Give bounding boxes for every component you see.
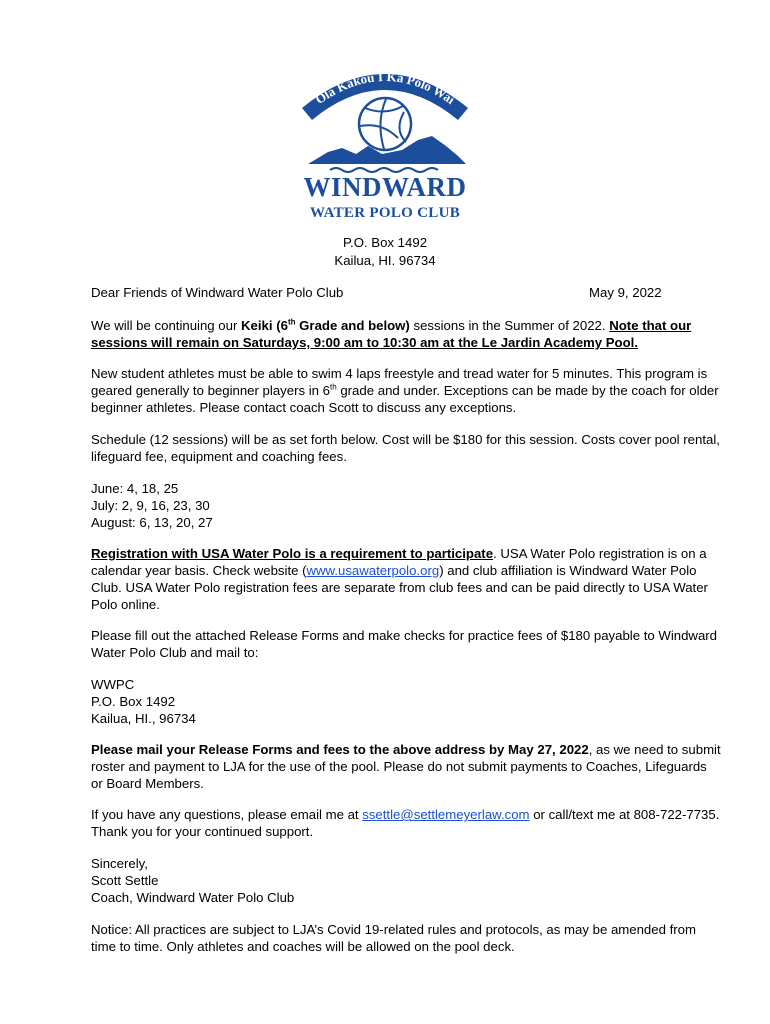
p7-text2: or call/text me at 808-722-7735. Thank you for your continued support. (91, 807, 720, 839)
p7-text1: If you have any questions, please email me at (91, 807, 363, 822)
p1-bold1: Keiki (6 (241, 318, 288, 333)
p4-text1: . USA Water Polo registration is on a calendar year basis. Check website ( (91, 546, 707, 578)
p1-text1: We will be continuing our (91, 318, 242, 333)
paragraph-contact (91, 806, 721, 840)
logo-motto: Ola Kākou I Ka Polo Wai (312, 68, 458, 108)
logo-graphic (290, 66, 480, 226)
mail-address-line2: P.O. Box 1492 (91, 694, 176, 709)
paragraph-release-forms: Please fill out the attached Release Forms and make checks for practice fees of $180 payable to Windward Water Polo Club and mail to: (91, 628, 718, 660)
mail-address-line1: WWPC (91, 677, 135, 692)
p6-text: , as we need to submit roster and payment to LJA for the use of the pool. Please do not submit payments to Coaches, Lifeguards or Board Members. (91, 742, 721, 791)
header-address-line2: Kailua, HI. 96734 (334, 253, 436, 268)
covid-notice: Notice: All practices are subject to LJA’s Covid 19-related rules and protocols, as may be amended from time to time. Only athletes and coaches will be allowed on the pool deck. (91, 922, 696, 954)
paragraph-sessions (91, 317, 721, 351)
p2-sup: th (330, 382, 337, 392)
usawaterpolo-link[interactable]: www.usawaterpolo.org (306, 563, 440, 578)
p2-text1: New student athletes must be able to swim 4 laps freestyle and tread water for 5 minutes. This program is geared generally to beginner players in 6 (91, 366, 708, 398)
header-address-line1: P.O. Box 1492 (342, 235, 428, 250)
paragraph-mail-deadline (91, 741, 721, 792)
paragraph-schedule-cost: Schedule (12 sessions) will be as set forth below. Cost will be $180 for this session. Costs cover pool rental, lifeguard fee, equipment and coaching fees. (91, 432, 720, 464)
p4-text2: ) and club affiliation is Windward Water Polo Club. USA Water Polo registration fees are separate from club fees and can be paid directly to USA Water Polo online. (91, 563, 708, 612)
club-logo (290, 66, 480, 226)
letter-date: May 9, 2022 (589, 285, 662, 300)
water-polo-ball-icon (359, 98, 411, 150)
p1-text2: sessions in the Summer of 2022. (409, 318, 610, 333)
closing-title: Coach, Windward Water Polo Club (91, 890, 295, 905)
p4-underlined-requirement: Registration with USA Water Polo is a requirement to participate (91, 546, 494, 561)
closing-name: Scott Settle (91, 873, 159, 888)
salutation: Dear Friends of Windward Water Polo Club (91, 285, 344, 300)
schedule-june: June: 4, 18, 25 (91, 481, 179, 496)
closing-sincerely: Sincerely, (91, 856, 148, 871)
paragraph-requirements (91, 365, 721, 416)
p1-bold2: Grade and below) (295, 318, 410, 333)
logo-name: WINDWARD (303, 172, 467, 202)
p6-bold-deadline: Please mail your Release Forms and fees to the above address by May 27, 2022 (91, 742, 589, 757)
p1-underlined-note: Note that our sessions will remain on Saturdays, 9:00 am to 10:30 am at the Le Jardin Academy Pool. (91, 318, 692, 350)
schedule-july: July: 2, 9, 16, 23, 30 (91, 498, 210, 513)
p1-sup: th (287, 317, 296, 327)
paragraph-registration (91, 545, 721, 613)
logo-subname: WATER POLO CLUB (309, 205, 461, 221)
schedule-august: August: 6, 13, 20, 27 (91, 515, 213, 530)
mail-address-line3: Kailua, HI., 96734 (91, 711, 196, 726)
email-link[interactable]: ssettle@settlemeyerlaw.com (362, 807, 530, 822)
p2-text2: grade and under. Exceptions can be made by the coach for older beginner athletes. Please contact coach Scott to discuss any exceptions. (91, 383, 719, 415)
